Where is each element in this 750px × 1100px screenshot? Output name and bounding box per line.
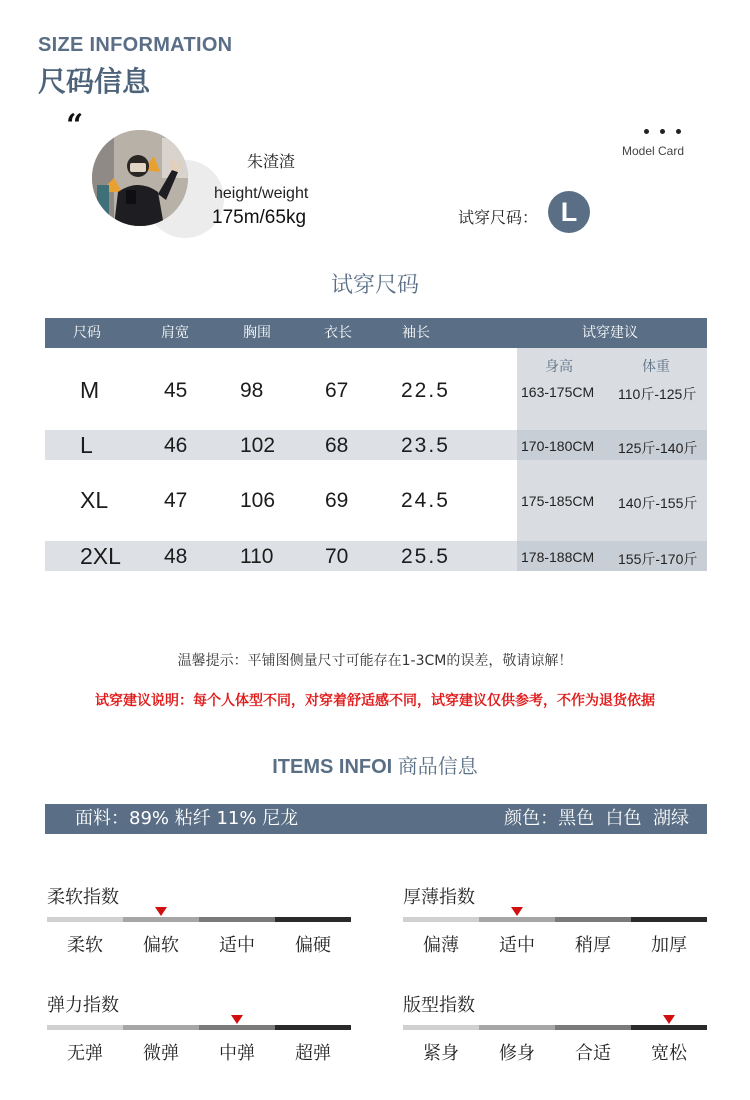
height-weight-label: height/weight bbox=[214, 185, 309, 202]
rec-header-weight: 体重 bbox=[642, 359, 670, 375]
cell-sleeve: 24.5 bbox=[401, 489, 450, 512]
cell-rec-weight: 125斤-140斤 bbox=[618, 440, 698, 456]
cell-shoulder: 47 bbox=[164, 489, 188, 512]
elasticity-scale bbox=[47, 1015, 351, 1075]
fit-disclaimer: 试穿建议说明：每个人体型不同，对穿着舒适感不同，试穿建议仅供参考，不作为退货依据 bbox=[95, 693, 655, 709]
model-photo-icon bbox=[92, 130, 188, 226]
size-table-header bbox=[45, 318, 707, 348]
cell-chest: 110 bbox=[240, 545, 274, 568]
level-label: 超弹 bbox=[295, 1043, 331, 1064]
fit-scale bbox=[403, 1015, 707, 1075]
softness-scale bbox=[47, 907, 351, 967]
cell-shoulder: 46 bbox=[164, 434, 188, 457]
cell-shoulder: 45 bbox=[164, 379, 188, 402]
model-name: 朱渣渣 bbox=[247, 152, 296, 171]
cell-rec-weight: 155斤-170斤 bbox=[618, 551, 698, 567]
level-label: 偏硬 bbox=[295, 935, 331, 956]
fit-size-label: 试穿尺码： bbox=[458, 208, 539, 227]
header-fit-recommendation: 试穿建议 bbox=[582, 325, 638, 341]
measurement-tip: 温馨提示：平铺图侧量尺寸可能存在1-3CM的误差，敬请谅解！ bbox=[177, 653, 573, 669]
index-title: 弹力指数 bbox=[47, 995, 119, 1016]
cell-chest: 106 bbox=[240, 489, 276, 512]
more-dots-icon bbox=[640, 129, 690, 137]
size-table-title: 试穿尺码 bbox=[330, 273, 419, 298]
elasticity-index bbox=[47, 991, 119, 1017]
model-card-label: Model Card bbox=[622, 144, 685, 158]
section-title-en: SIZE INFORMATION bbox=[38, 34, 233, 56]
cell-length: 69 bbox=[325, 489, 349, 512]
cell-sleeve: 22.5 bbox=[401, 379, 450, 402]
index-title: 柔软指数 bbox=[47, 887, 119, 908]
cell-rec-height: 163-175CM bbox=[521, 384, 595, 400]
header-chest: 胸围 bbox=[243, 325, 271, 341]
cell-rec-weight: 140斤-155斤 bbox=[618, 495, 698, 511]
cell-shoulder: 48 bbox=[164, 545, 188, 568]
level-label: 加厚 bbox=[651, 935, 687, 956]
cell-length: 68 bbox=[325, 434, 349, 457]
header-size: 尺码 bbox=[73, 325, 101, 341]
cell-length: 67 bbox=[325, 379, 349, 402]
index-title: 版型指数 bbox=[403, 995, 475, 1016]
cell-sleeve: 23.5 bbox=[401, 434, 450, 457]
cell-size: L bbox=[80, 432, 93, 458]
softness-index bbox=[47, 883, 119, 909]
cell-chest: 98 bbox=[240, 379, 264, 402]
index-title: 厚薄指数 bbox=[403, 887, 475, 908]
header-shoulder: 肩宽 bbox=[161, 325, 189, 341]
level-label: 偏软 bbox=[143, 935, 179, 956]
fabric-color-bar bbox=[45, 804, 707, 834]
cell-rec-height: 178-188CM bbox=[521, 549, 595, 565]
header-sleeve: 袖长 bbox=[402, 325, 430, 341]
cell-rec-weight: 110斤-125斤 bbox=[618, 386, 697, 402]
level-label: 合适 bbox=[575, 1043, 611, 1064]
level-label: 偏薄 bbox=[423, 935, 459, 956]
rec-header-height: 身高 bbox=[545, 359, 573, 375]
items-info-title-en: ITEMS INFOI bbox=[272, 756, 393, 778]
index-marker-icon bbox=[231, 1015, 243, 1024]
index-marker-icon bbox=[511, 907, 523, 916]
level-label: 柔软 bbox=[67, 935, 103, 956]
level-label: 适中 bbox=[499, 935, 535, 956]
height-weight-value: 175m/65kg bbox=[212, 207, 307, 228]
fabric-composition: 面料：89% 粘纤 11% 尼龙 bbox=[75, 808, 299, 829]
cell-sleeve: 25.5 bbox=[401, 545, 450, 568]
items-info-title-cn: 商品信息 bbox=[397, 754, 478, 778]
cell-size: M bbox=[80, 377, 100, 403]
quote-mark: “ bbox=[66, 108, 84, 143]
thickness-index bbox=[403, 883, 475, 909]
fit-size-badge: L bbox=[548, 191, 590, 233]
level-label: 微弹 bbox=[143, 1043, 179, 1064]
fit-index bbox=[403, 991, 475, 1017]
cell-chest: 102 bbox=[240, 434, 276, 457]
cell-size: 2XL bbox=[80, 543, 121, 569]
cell-rec-height: 170-180CM bbox=[521, 438, 595, 454]
color-options: 颜色：黑色 白色 湖绿 bbox=[504, 808, 689, 829]
level-label: 无弹 bbox=[67, 1043, 103, 1064]
index-marker-icon bbox=[663, 1015, 675, 1024]
thickness-scale bbox=[403, 907, 707, 967]
level-label: 适中 bbox=[219, 935, 255, 956]
header-length: 衣长 bbox=[324, 325, 352, 341]
level-label: 修身 bbox=[499, 1043, 535, 1064]
items-info-title bbox=[0, 750, 750, 779]
cell-length: 70 bbox=[325, 545, 349, 568]
index-marker-icon bbox=[155, 907, 167, 916]
level-label: 中弹 bbox=[219, 1043, 255, 1064]
level-label: 宽松 bbox=[651, 1043, 687, 1064]
model-avatar bbox=[92, 130, 188, 226]
cell-size: XL bbox=[80, 487, 109, 513]
section-title-cn: 尺码信息 bbox=[38, 65, 151, 98]
level-label: 稍厚 bbox=[575, 935, 611, 956]
level-label: 紧身 bbox=[423, 1043, 459, 1064]
cell-rec-height: 175-185CM bbox=[521, 493, 595, 509]
